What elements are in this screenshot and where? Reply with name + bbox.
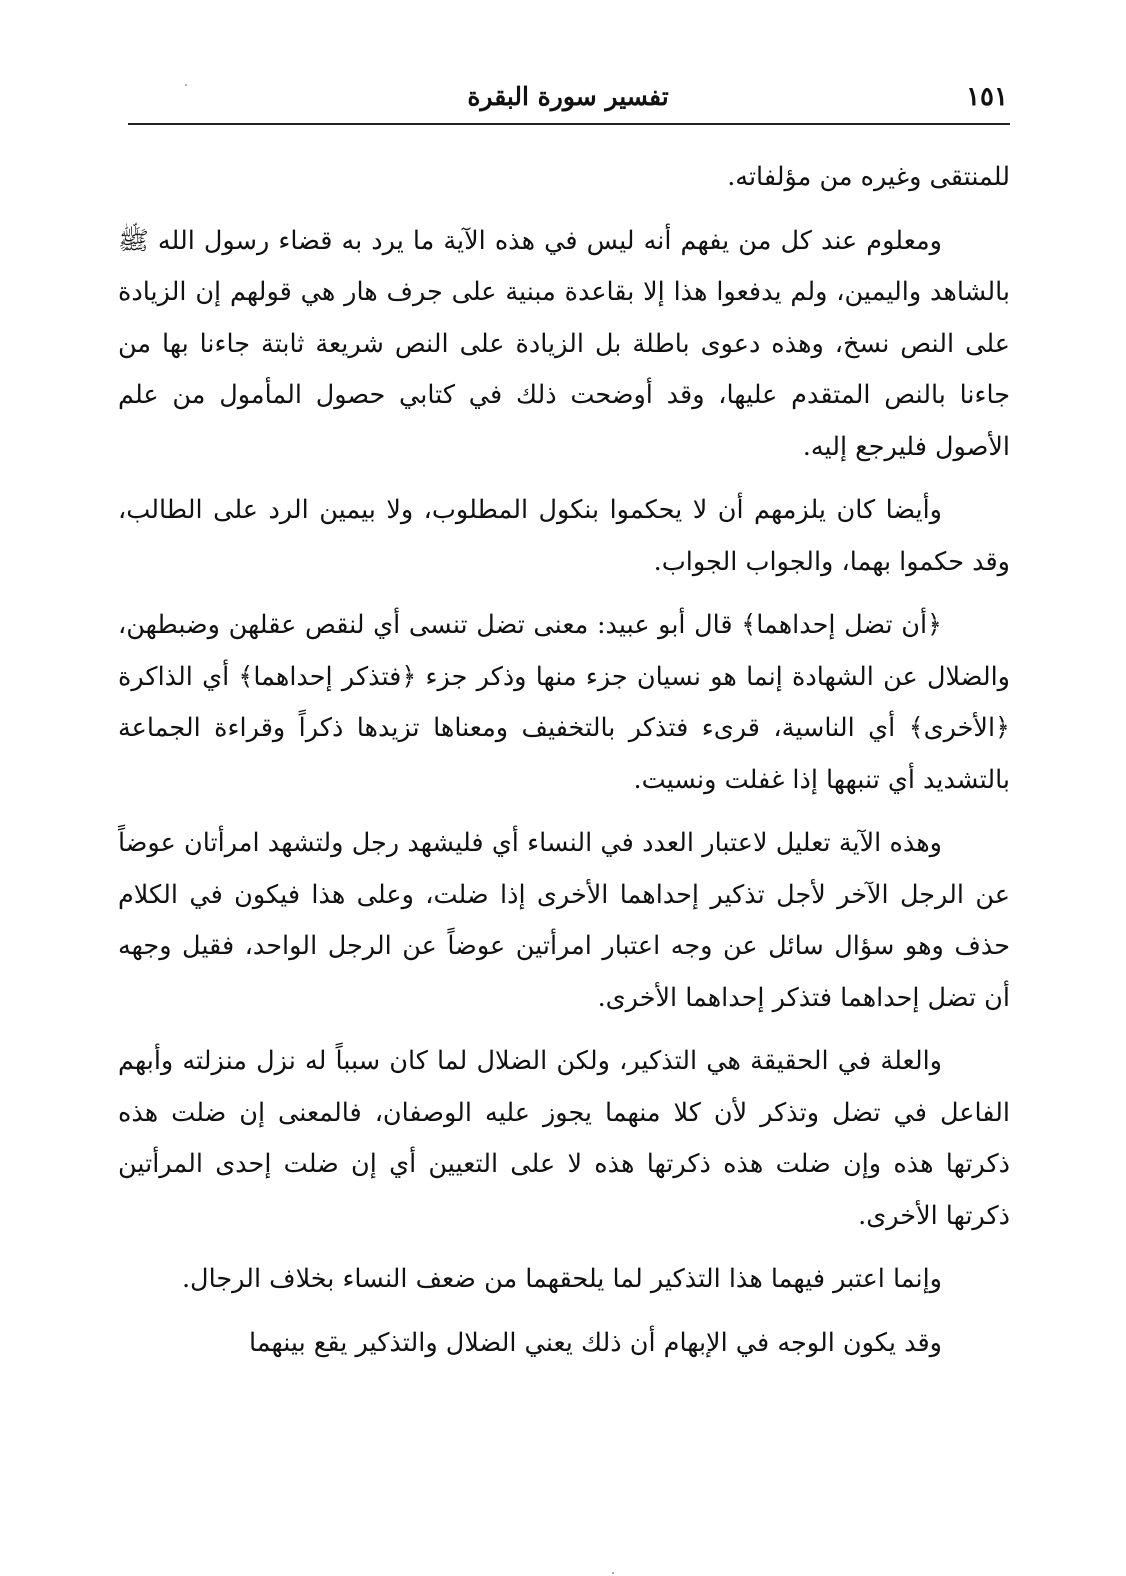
paragraph: ومعلوم عند كل من يفهم أنه ليس في هذه الآية ما يرد به قضاء رسول الله ﷺ بالشاهد واليمين، ولم يدفعوا هذا إلا بقاعدة مبنية على جرف هار هي قولهم إن الزيادة على النص نسخ، وهذه دعوى باطلة بل الزيادة على النص شريعة ثابتة جاءنا بها من جاءنا بالنص المتقدم عليها، وقد أوضحت ذلك في كتابي حصول المأمول من علم الأصول فليرجع إليه. bbox=[118, 225, 1010, 462]
page-header bbox=[128, 78, 1008, 122]
running-title: تفسير سورة البقرة bbox=[467, 82, 669, 111]
paragraph: وهذه الآية تعليل لاعتبار العدد في النساء أي فليشهد رجل ولتشهد امرأتان عوضاً عن الرجل الآخر لأجل تذكير إحداهما الأخرى إذا ضلت، وعلى هذا فيكون في الكلام حذف وهو سؤال سائل عن وجه اعتبار امرأتين عوضاً عن الرجل الواحد، فقيل وجهه أن تضل إحداهما فتذكر إحداهما الأخرى. bbox=[118, 828, 1010, 1013]
paragraph: وأيضا كان يلزمهم أن لا يحكموا بنكول المطلوب، ولا بيمين الرد على الطالب، وقد حكموا بهما، والجواب الجواب. bbox=[118, 495, 1010, 577]
paragraph: والعلة في الحقيقة هي التذكير، ولكن الضلال لما كان سبباً له نزل منزلته وأبهم الفاعل في تضل وتذكر لأن كلا منهما يجوز عليه الوصفان، فالمعنى إن ضلت هذه ذكرتها هذه وإن ضلت هذه ذكرتها هذه لا على التعيين أي إن ضلت إحدى المرأتين ذكرتها الأخرى. bbox=[118, 1046, 1010, 1231]
paragraph: وإنما اعتبر فيهما هذا التذكير لما يلحقهما من ضعف النساء بخلاف الرجال. bbox=[181, 1264, 942, 1294]
paragraph: وقد يكون الوجه في الإبهام أن ذلك يعني الضلال والتذكير يقع بينهما bbox=[248, 1327, 942, 1358]
header-rule bbox=[128, 123, 1010, 125]
page-number: ١٥١ bbox=[966, 82, 1008, 112]
paragraph: للمنتقى وغيره من مؤلفاته. bbox=[727, 162, 1010, 192]
paragraph: ﴿أن تضل إحداهما﴾ قال أبو عبيد: معنى تضل تنسى أي لنقص عقلهن وضبطهن، والضلال عن الشهادة إنما هو نسيان جزء منها وذكر جزء ﴿فتذكر إحداهما﴾ أي الذاكرة ﴿الأخرى﴾ أي الناسية، قرىء فتذكر بالتخفيف ومعناها تزيدها ذكراً وقراءة الجماعة بالتشديد أي تنبهها إذا غفلت ونسيت. bbox=[118, 610, 1010, 795]
body-text bbox=[118, 152, 1010, 1381]
scan-speck bbox=[185, 84, 187, 86]
scan-speck bbox=[612, 1572, 614, 1574]
